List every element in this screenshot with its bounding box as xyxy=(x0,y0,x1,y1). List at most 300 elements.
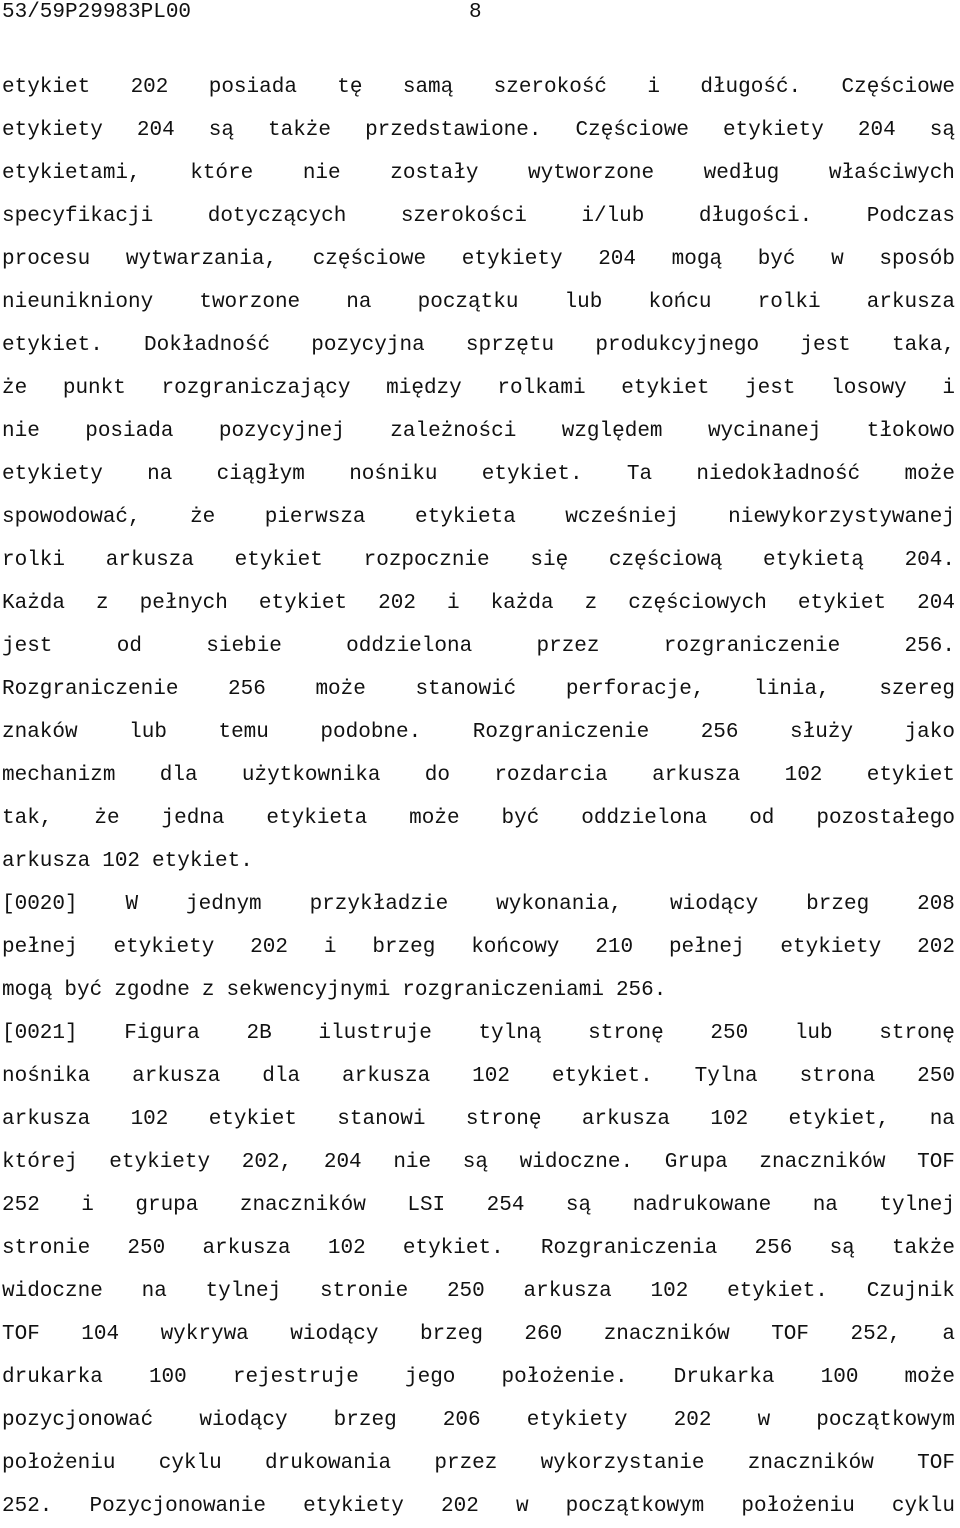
word: znaczników xyxy=(759,1151,886,1174)
word: 204 xyxy=(136,119,175,142)
word: ciągłym xyxy=(216,463,305,486)
word: 204 xyxy=(917,592,955,615)
word: 102 xyxy=(710,1108,749,1131)
word: arkusza xyxy=(105,549,194,572)
text-line xyxy=(2,582,955,625)
word: przykładzie xyxy=(309,893,449,916)
word: tę xyxy=(337,76,363,99)
word: etykiet, xyxy=(788,1108,890,1131)
text-line xyxy=(2,281,955,324)
word: Czujnik xyxy=(866,1280,955,1303)
word: arkusza xyxy=(132,1065,221,1088)
text-line xyxy=(2,1270,955,1313)
word: etykiety xyxy=(2,463,103,486)
word: przez xyxy=(536,635,600,658)
word: lub xyxy=(129,721,167,744)
word: może xyxy=(409,807,460,830)
word: według xyxy=(703,162,780,185)
word: nośnika xyxy=(2,1065,91,1088)
word: 252. xyxy=(2,1495,53,1518)
word: że xyxy=(94,807,120,830)
word: 202 xyxy=(441,1495,479,1518)
word: etykiet xyxy=(234,549,323,572)
word: na xyxy=(812,1194,838,1217)
word: wykrywa xyxy=(160,1323,249,1346)
word: brzeg xyxy=(419,1323,483,1346)
word: nadrukowane xyxy=(632,1194,772,1217)
word: może xyxy=(315,678,366,701)
word: spowodować, xyxy=(2,506,141,529)
document-body xyxy=(2,66,955,1528)
text-line xyxy=(2,1184,955,1227)
word: od xyxy=(749,807,775,830)
word: 202 xyxy=(673,1409,712,1432)
text-line xyxy=(2,238,955,281)
word: początkowym xyxy=(565,1495,705,1518)
word: że xyxy=(2,377,28,400)
word: w xyxy=(515,1495,529,1518)
word: 260 xyxy=(524,1323,563,1346)
word: które xyxy=(190,162,254,185)
word: lub xyxy=(794,1022,833,1045)
word: szereg xyxy=(879,678,955,701)
word: etykiet xyxy=(866,764,955,787)
word: wykonania, xyxy=(496,893,623,916)
word: i/lub xyxy=(581,205,645,228)
word: wytworzone xyxy=(528,162,655,185)
word: strona xyxy=(799,1065,876,1088)
word: wytwarzania, xyxy=(125,248,278,271)
word: rolkami xyxy=(497,377,586,400)
word: niedokładność xyxy=(696,463,861,486)
word: jest xyxy=(2,635,53,658)
word: rolki xyxy=(2,549,66,572)
word: może xyxy=(904,463,955,486)
word: być xyxy=(757,248,796,271)
word: 102 xyxy=(130,1108,169,1131)
text-line xyxy=(2,367,955,410)
word: tak, xyxy=(2,807,53,830)
word: oddzielona xyxy=(581,807,708,830)
word: etykiety xyxy=(109,1151,211,1174)
word: 2B xyxy=(246,1022,272,1045)
word: a xyxy=(942,1323,955,1346)
word: się xyxy=(530,549,569,572)
word: znaczników xyxy=(747,1452,874,1475)
text-line xyxy=(2,1227,955,1270)
word: wiodący xyxy=(290,1323,379,1346)
word: z xyxy=(96,592,109,615)
word: arkusza xyxy=(581,1108,671,1131)
word: dotyczących xyxy=(207,205,347,228)
word: TOF xyxy=(771,1323,810,1346)
word: linia, xyxy=(754,678,830,701)
word: 102 xyxy=(650,1280,689,1303)
word: szerokość xyxy=(493,76,608,99)
word: samą xyxy=(402,76,454,99)
word: podobne. xyxy=(320,721,422,744)
word: Ta xyxy=(626,463,653,486)
word: 250 xyxy=(446,1280,485,1303)
word: na xyxy=(346,291,372,314)
text-line xyxy=(2,625,955,668)
word: arkusza xyxy=(342,1065,431,1088)
word: [0020] xyxy=(2,893,78,916)
text-line xyxy=(2,1313,955,1356)
word: są xyxy=(462,1151,488,1174)
word: arkusza xyxy=(2,1108,91,1131)
word: W xyxy=(125,893,139,916)
text-line xyxy=(2,152,955,195)
word: wycinanej xyxy=(707,420,822,443)
word: i xyxy=(942,377,955,400)
word: drukowania xyxy=(265,1452,392,1475)
word: stanowi xyxy=(337,1108,426,1131)
word: stronę xyxy=(879,1022,955,1045)
word: Figura xyxy=(124,1022,200,1045)
document-id: 53/59P29983PL00 xyxy=(2,1,192,24)
text-line xyxy=(2,754,955,797)
word: 204 xyxy=(598,248,637,271)
word: 250 xyxy=(710,1022,749,1045)
word: 256. xyxy=(615,979,667,1002)
word: rozpocznie xyxy=(363,549,490,572)
word: stronę xyxy=(588,1022,664,1045)
word: w xyxy=(831,248,844,271)
word: etykiet. xyxy=(481,463,583,486)
word: etykiet xyxy=(258,592,348,615)
word: etykiety xyxy=(780,936,882,959)
word: początkowym xyxy=(816,1409,955,1432)
word: arkusza xyxy=(866,291,955,314)
word: do xyxy=(424,764,451,787)
word: 202 xyxy=(250,936,288,959)
text-line xyxy=(2,324,955,367)
word: być xyxy=(64,979,103,1002)
word: etykiety xyxy=(723,119,824,142)
word: 100 xyxy=(148,1366,187,1389)
text-line xyxy=(2,1055,955,1098)
text-line xyxy=(2,453,955,496)
word: służy xyxy=(790,721,854,744)
word: przez xyxy=(434,1452,498,1475)
word: są xyxy=(565,1194,592,1217)
word: ilustruje xyxy=(318,1022,432,1045)
word: Dokładność xyxy=(144,334,271,357)
word: wiodący xyxy=(670,893,759,916)
word: są xyxy=(208,119,234,142)
page-header xyxy=(0,0,960,30)
word: między xyxy=(386,377,462,400)
text-line xyxy=(2,883,955,926)
word: Drukarka xyxy=(673,1366,775,1389)
text-line xyxy=(2,1399,955,1442)
word: początku xyxy=(417,291,519,314)
word: drukarka xyxy=(2,1366,103,1389)
word: rozdarcia xyxy=(494,764,608,787)
word: 252, xyxy=(850,1323,901,1346)
word: położeniu xyxy=(741,1495,855,1518)
word: rejestruje xyxy=(232,1366,359,1389)
word: 202 xyxy=(378,592,416,615)
word: pełnej xyxy=(2,936,78,959)
word: i xyxy=(647,76,660,99)
text-line xyxy=(2,1442,955,1485)
text-line xyxy=(2,926,955,969)
word: brzeg xyxy=(806,893,870,916)
word: 210 xyxy=(595,936,634,959)
word: widoczne. xyxy=(519,1151,634,1174)
word: Częściowe xyxy=(841,76,955,99)
word: na xyxy=(141,1280,167,1303)
word: produkcyjnego xyxy=(595,334,760,357)
text-line xyxy=(2,410,955,453)
word: pełnych xyxy=(139,592,228,615)
word: 206 xyxy=(442,1409,481,1432)
word: etykiety xyxy=(461,248,563,271)
word: długość. xyxy=(700,76,802,99)
word: pierwsza xyxy=(264,506,366,529)
word: etykiet. xyxy=(727,1280,828,1303)
word: użytkownika xyxy=(241,764,381,787)
word: tylnej xyxy=(879,1194,955,1217)
word: położenie. xyxy=(501,1366,628,1389)
word: tylnej xyxy=(205,1280,282,1303)
word: Rozgraniczenia xyxy=(540,1237,718,1260)
word: 256. xyxy=(904,635,955,658)
word: znaków xyxy=(2,721,78,744)
word: rozgraniczający xyxy=(161,377,351,400)
word: arkusza xyxy=(2,850,91,873)
word: każda xyxy=(490,592,554,615)
word: wykorzystanie xyxy=(540,1452,705,1475)
word: której xyxy=(2,1151,78,1174)
word: nie xyxy=(302,162,341,185)
word: nie xyxy=(393,1151,432,1174)
word: sprzętu xyxy=(465,334,555,357)
word: jako xyxy=(904,721,955,744)
word: 256 xyxy=(754,1237,793,1260)
word: końcowy xyxy=(471,936,560,959)
word: sekwencyjnymi xyxy=(226,979,391,1002)
word: 102 xyxy=(784,764,823,787)
word: że xyxy=(190,506,216,529)
word: 204 xyxy=(323,1151,362,1174)
word: i xyxy=(446,592,460,615)
text-line xyxy=(2,539,955,582)
word: temu xyxy=(218,721,269,744)
word: stronę xyxy=(465,1108,542,1131)
word: 104 xyxy=(81,1323,120,1346)
word: rolki xyxy=(757,291,821,314)
word: może xyxy=(904,1366,955,1389)
word: szerokości xyxy=(400,205,527,228)
word: mechanizm xyxy=(2,764,116,787)
word: jedna xyxy=(161,807,225,830)
word: grupa xyxy=(135,1194,199,1217)
word: końcu xyxy=(648,291,712,314)
word: 208 xyxy=(917,893,955,916)
word: etykiet xyxy=(797,592,887,615)
word: jednym xyxy=(186,893,262,916)
text-line xyxy=(2,668,955,711)
word: i xyxy=(323,936,337,959)
word: etykiety xyxy=(2,119,103,142)
word: posiada xyxy=(208,76,297,99)
word: pozycyjna xyxy=(311,334,425,357)
word: jest xyxy=(800,334,851,357)
text-line xyxy=(2,1485,955,1528)
word: także xyxy=(268,119,332,142)
word: Pozycjonowanie xyxy=(89,1495,266,1518)
word: mogą xyxy=(671,248,723,271)
word: także xyxy=(891,1237,955,1260)
word: cyklu xyxy=(891,1495,955,1518)
word: specyfikacji xyxy=(2,205,154,228)
word: perforacje, xyxy=(565,678,705,701)
text-line xyxy=(2,1098,955,1141)
word: niewykorzystywanej xyxy=(728,506,955,529)
word: nośniku xyxy=(349,463,438,486)
word: nie xyxy=(2,420,40,443)
word: etykietą xyxy=(763,549,864,572)
word: 202 xyxy=(130,76,169,99)
word: i xyxy=(81,1194,94,1217)
word: właściwych xyxy=(828,162,955,185)
word: cyklu xyxy=(158,1452,222,1475)
word: etykiet. xyxy=(2,334,103,357)
word: 202 xyxy=(917,936,955,959)
word: Rozgraniczenie xyxy=(2,678,179,701)
word: 256 xyxy=(228,678,266,701)
word: względem xyxy=(561,420,663,443)
text-line xyxy=(2,1141,955,1184)
word: 102 xyxy=(472,1065,510,1088)
word: zależności xyxy=(390,420,517,443)
word: znaczników xyxy=(239,1194,366,1217)
word: jest xyxy=(745,377,796,400)
word: etykiety xyxy=(113,936,215,959)
word: rozgraniczenie xyxy=(663,635,841,658)
word: punkt xyxy=(62,377,126,400)
word: Rozgraniczenie xyxy=(472,721,650,744)
word: 252 xyxy=(2,1194,40,1217)
word: 102 xyxy=(102,850,141,873)
word: pełnej xyxy=(668,936,745,959)
word: stronie xyxy=(2,1237,91,1260)
word: zgodne xyxy=(114,979,190,1002)
word: tylną xyxy=(478,1022,542,1045)
word: procesu xyxy=(2,248,91,271)
word: są xyxy=(829,1237,855,1260)
word: być xyxy=(501,807,540,830)
word: tworzone xyxy=(199,291,301,314)
word: siebie xyxy=(206,635,282,658)
word: brzeg xyxy=(333,1409,397,1432)
page-number: 8 xyxy=(469,1,482,24)
word: TOF xyxy=(917,1452,955,1475)
word: [0021] xyxy=(2,1022,78,1045)
word: 102 xyxy=(327,1237,366,1260)
text-line xyxy=(2,1356,955,1399)
word: etykiety xyxy=(303,1495,404,1518)
word: częściowe xyxy=(312,248,427,271)
word: dla xyxy=(262,1065,301,1088)
word: wcześniej xyxy=(565,506,679,529)
word: stanowić xyxy=(415,678,517,701)
word: etykietami, xyxy=(2,162,141,185)
word: 100 xyxy=(820,1366,859,1389)
word: 250 xyxy=(127,1237,166,1260)
word: położeniu xyxy=(2,1452,116,1475)
text-line xyxy=(2,711,955,754)
word: Podczas xyxy=(866,205,955,228)
word: rozgraniczeniami xyxy=(402,979,604,1002)
word: brzeg xyxy=(372,936,436,959)
text-line xyxy=(2,496,955,539)
word: Grupa xyxy=(664,1151,728,1174)
word: LSI xyxy=(407,1194,446,1217)
text-line xyxy=(2,109,955,152)
word: 250 xyxy=(917,1065,955,1088)
word: 202, xyxy=(241,1151,293,1174)
word: 256 xyxy=(700,721,739,744)
word: arkusza xyxy=(202,1237,291,1260)
word: arkusza xyxy=(652,764,741,787)
word: arkusza xyxy=(523,1280,612,1303)
word: 254 xyxy=(486,1194,525,1217)
word: Każda xyxy=(2,592,66,615)
word: na xyxy=(929,1108,955,1131)
word: etykieta xyxy=(266,807,368,830)
word: Tylna xyxy=(694,1065,758,1088)
word: widoczne xyxy=(2,1280,103,1303)
word: w xyxy=(757,1409,771,1432)
text-line xyxy=(2,195,955,238)
text-line xyxy=(2,66,955,109)
word: 204 xyxy=(857,119,896,142)
word: pozycjonować xyxy=(2,1409,154,1432)
word: pozycyjnej xyxy=(218,420,345,443)
word: zostały xyxy=(390,162,479,185)
word: etykiet xyxy=(2,76,91,99)
word: wiodący xyxy=(199,1409,288,1432)
text-line xyxy=(2,1012,955,1055)
text-line xyxy=(2,797,955,840)
word: znaczników xyxy=(603,1323,730,1346)
word: dla xyxy=(159,764,198,787)
word: etykieta xyxy=(414,506,516,529)
word: etykiet xyxy=(208,1108,297,1131)
word: taka, xyxy=(891,334,955,357)
word: TOF xyxy=(2,1323,40,1346)
word: lub xyxy=(564,291,603,314)
word: tłokowo xyxy=(866,420,955,443)
word: 204. xyxy=(904,549,955,572)
word: etykiet. xyxy=(551,1065,653,1088)
word: pozostałego xyxy=(816,807,955,830)
text-line xyxy=(2,969,955,1012)
word: nieunikniony xyxy=(2,291,154,314)
word: etykiet xyxy=(621,377,710,400)
word: na xyxy=(147,463,173,486)
word: długości. xyxy=(698,205,813,228)
word: częściową xyxy=(608,549,723,572)
word: etykiety xyxy=(526,1409,628,1432)
word: TOF xyxy=(917,1151,955,1174)
word: przedstawione. xyxy=(365,119,542,142)
word: Częściowe xyxy=(575,119,689,142)
